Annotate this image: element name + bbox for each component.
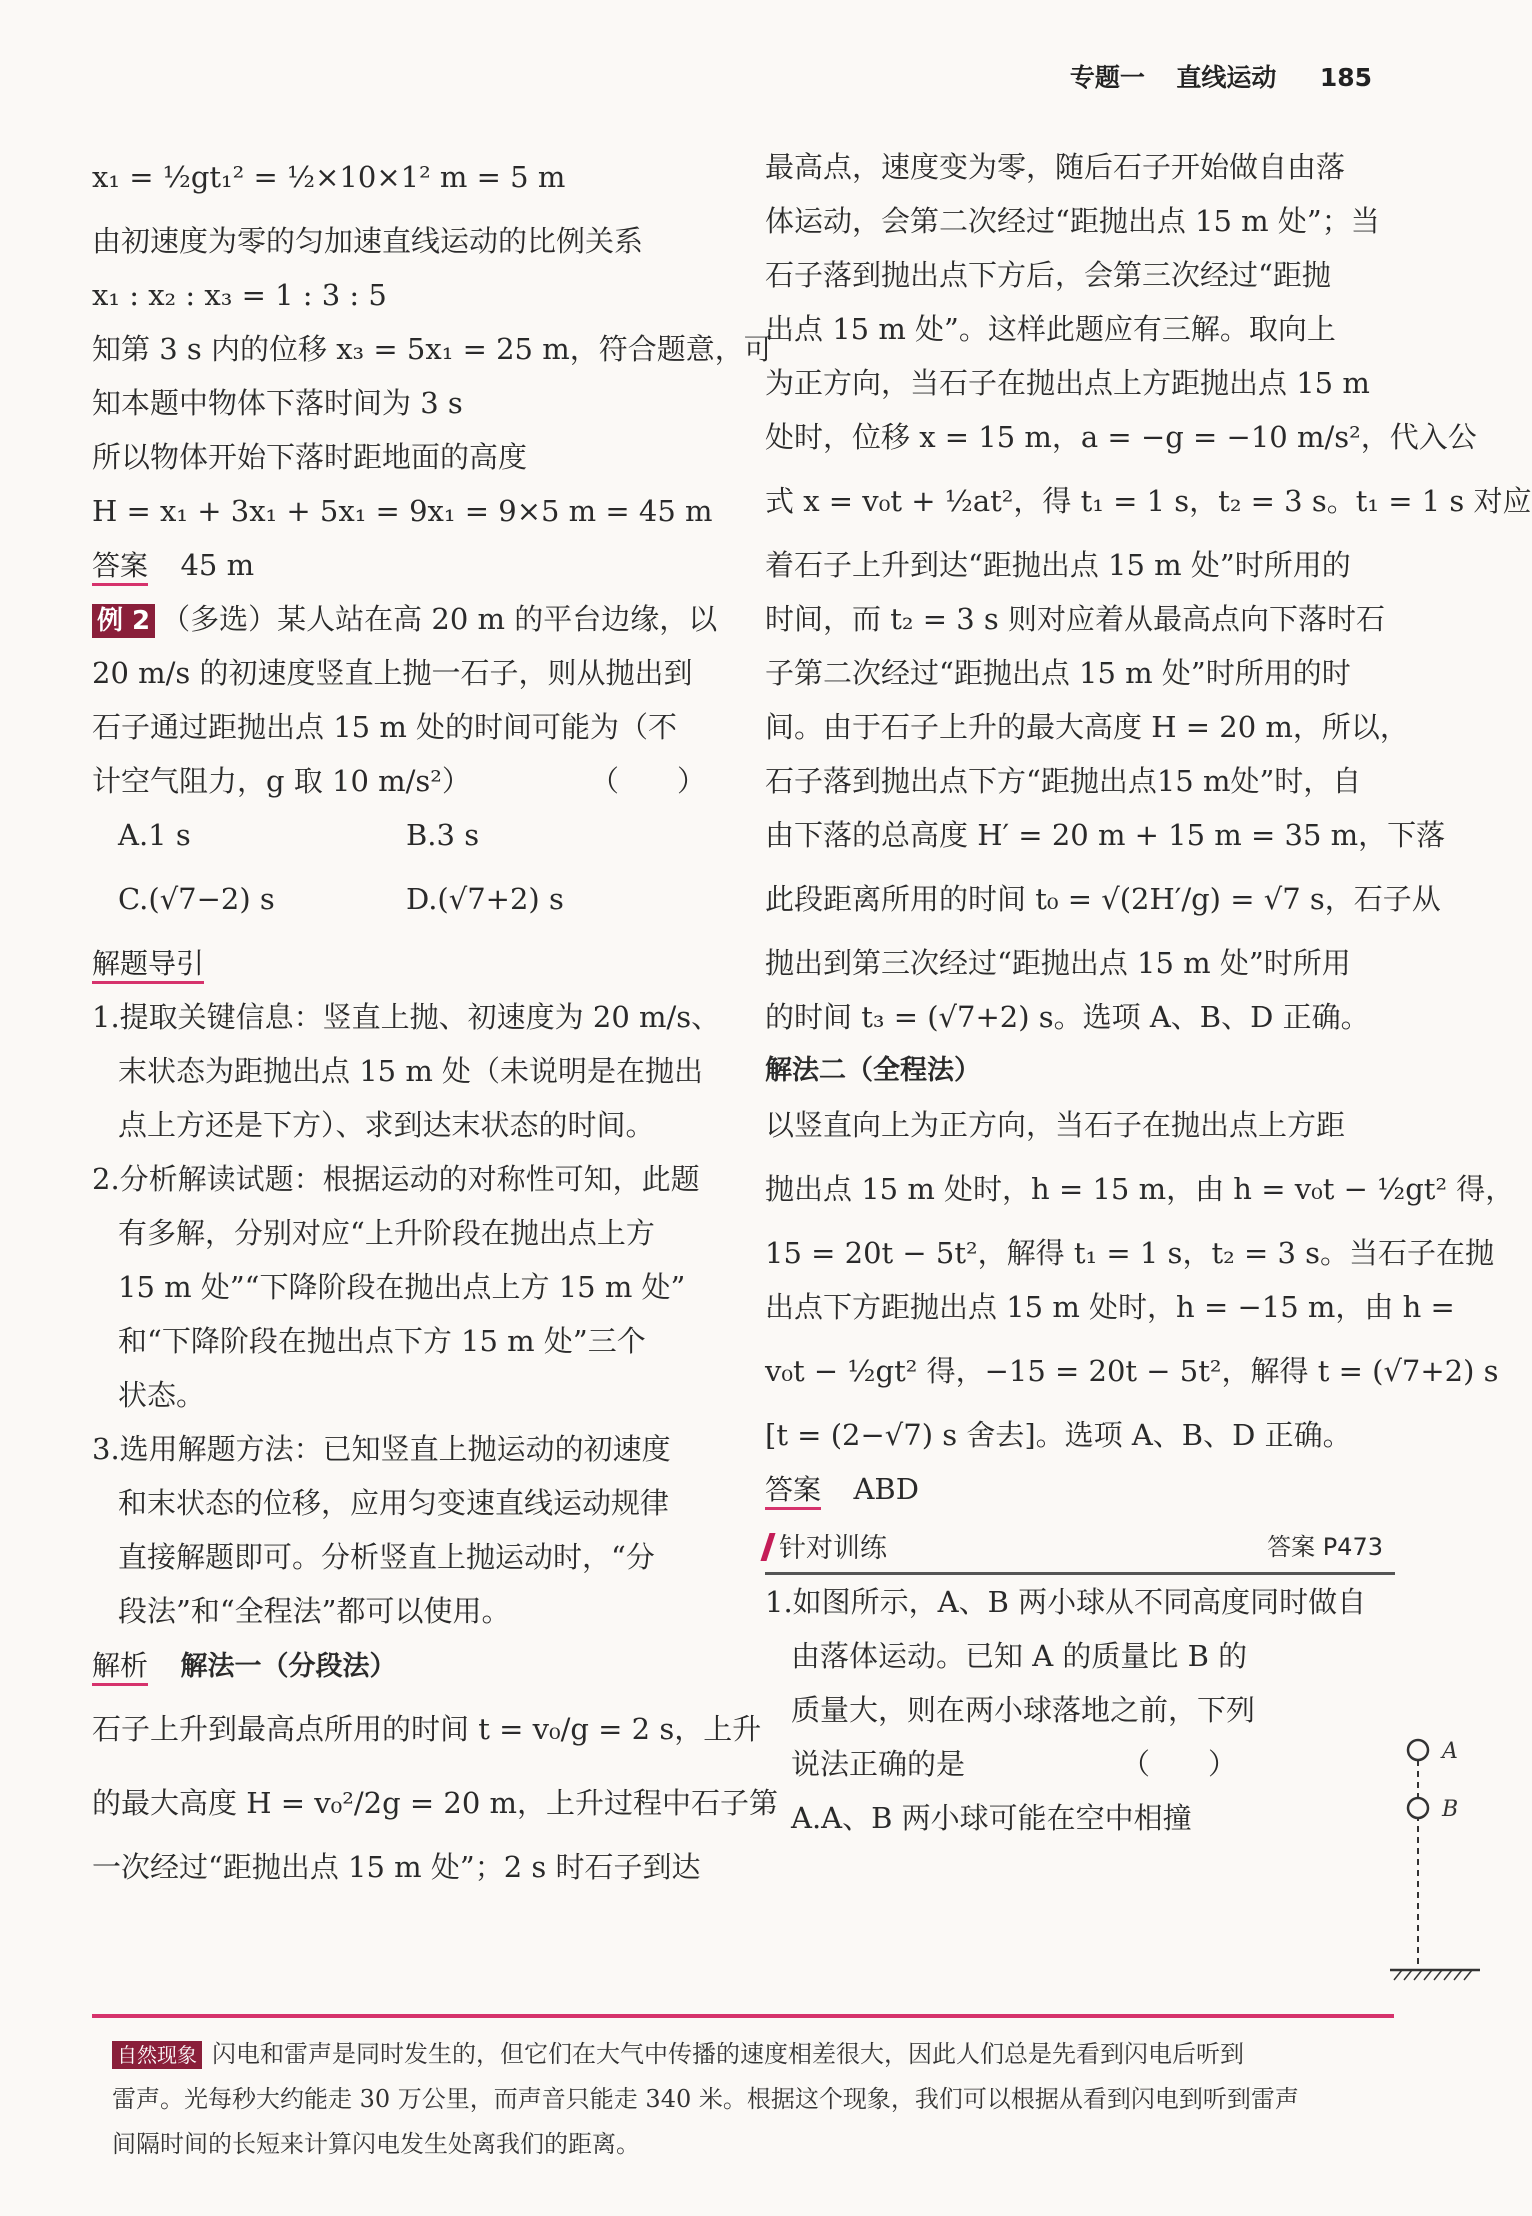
option-a: A.A、B 两小球可能在空中相撞 — [791, 1801, 1192, 1835]
ball-a-label: A — [1442, 1739, 1458, 1764]
answer-label: 答案 — [765, 1473, 821, 1510]
note-line: 雷声。光每秒大约能走 30 万公里，而声音只能走 340 米。根据这个现象，我们可以根据从看到闪电到听到雷声 — [112, 2085, 1299, 2113]
question-line: 1.如图所示，A、B 两小球从不同高度同时做自 — [765, 1585, 1367, 1619]
question-line — [765, 1737, 1251, 1791]
footer-divider — [92, 2014, 1394, 2018]
ball-b-icon — [1408, 1798, 1428, 1818]
right-column — [765, 140, 1532, 1845]
options-row — [92, 808, 720, 862]
text-line: 15 = 20t − 5t²，解得 t₁ = 1 s，t₂ = 3 s。当石子在抛 — [765, 1236, 1495, 1270]
chapter-title: 直线运动 — [1176, 63, 1277, 92]
text-line: 由下落的总高度 H′ = 20 m + 15 m = 35 m，下落 — [765, 818, 1446, 852]
text-line: 子第二次经过“距抛出点 15 m 处”时所用的时 — [765, 656, 1351, 690]
text-line: 石子通过距抛出点 15 m 处的时间可能为（不 — [92, 710, 678, 744]
text-line: 所以物体开始下落时距地面的高度 — [92, 440, 528, 474]
answer-line — [92, 538, 720, 592]
question-line: 由落体运动。已知 A 的质量比 B 的 — [791, 1639, 1248, 1673]
training-label: 针对训练 — [779, 1533, 887, 1564]
text-line: 有多解，分别对应“上升阶段在抛出点上方 — [118, 1216, 655, 1250]
ground-hatch — [1394, 1970, 1472, 1980]
text-line: 式 x = v₀t + ½at²，得 t₁ = 1 s，t₂ = 3 s。t₁ = 1 s 对应 — [765, 484, 1532, 518]
text-line: 石子落到抛出点下方“距抛出点15 m处”时，自 — [765, 764, 1362, 798]
text-line: 和末状态的位移，应用匀变速直线运动规律 — [118, 1486, 670, 1520]
method-one-title: 解法一（分段法） — [180, 1651, 397, 1682]
note-line — [112, 2032, 1382, 2077]
example-badge: 例 2 — [92, 604, 155, 638]
text-line: 15 m 处”“下降阶段在抛出点上方 15 m 处” — [118, 1270, 686, 1304]
falling-balls-figure — [1390, 1730, 1500, 1990]
page-header — [1070, 58, 1372, 94]
example-line — [92, 592, 720, 646]
text-line: 石子上升到最高点所用的时间 t = v₀/g = 2 s，上升 — [92, 1712, 762, 1746]
text-line: 最高点，速度变为零，随后石子开始做自由落 — [765, 150, 1346, 184]
training-marker-icon — [760, 1533, 775, 1561]
text-line: 此段距离所用的时间 t₀ = √(2H′/g) = √7 s，石子从 — [765, 882, 1441, 916]
note-line: 间隔时间的长短来计算闪电发生处离我们的距离。 — [112, 2130, 640, 2158]
answer-value: 45 m — [180, 548, 255, 582]
guide-label: 解题导引 — [92, 947, 204, 984]
text-line: 的最大高度 H = v₀²/2g = 20 m，上升过程中石子第 — [92, 1786, 779, 1820]
question-text: 说法正确的是 — [791, 1747, 966, 1781]
analysis-heading — [92, 1638, 720, 1692]
text-line: 出点 15 m 处”。这样此题应有三解。取向上 — [765, 312, 1336, 346]
example-text: 计空气阻力，g 取 10 m/s²） — [92, 764, 471, 798]
text-line: 处时，位移 x = 15 m，a = −g = −10 m/s²，代入公 — [765, 420, 1477, 454]
footer-note — [112, 2032, 1382, 2167]
note-badge: 自然现象 — [112, 2041, 202, 2069]
text-line: 直接解题即可。分析竖直上抛运动时，“分 — [118, 1540, 655, 1574]
example-text: （多选）某人站在高 20 m 的平台边缘，以 — [161, 602, 718, 636]
option-b: B.3 s — [406, 818, 480, 852]
text-line: 点上方还是下方）、求到达末状态的时间。 — [118, 1108, 655, 1142]
text-line: 间。由于石子上升的最大高度 H = 20 m，所以， — [765, 710, 1409, 744]
text-line: 抛出到第三次经过“距抛出点 15 m 处”时所用 — [765, 946, 1351, 980]
text-line: H = x₁ + 3x₁ + 5x₁ = 9x₁ = 9×5 m = 45 m — [92, 494, 713, 528]
text-line: 的时间 t₃ = (√7+2) s。选项 A、B、D 正确。 — [765, 1000, 1370, 1034]
formula-line: x₁ = ½gt₁² = ½×10×1² m = 5 m — [92, 160, 566, 194]
text-line: 状态。 — [118, 1378, 206, 1412]
answer-bracket: （ ） — [1120, 1747, 1237, 1781]
analysis-label: 解析 — [92, 1649, 148, 1686]
text-line: 一次经过“距抛出点 15 m 处”；2 s 时石子到达 — [92, 1850, 701, 1884]
ball-a-icon — [1408, 1740, 1428, 1760]
text-line: 末状态为距抛出点 15 m 处（未说明是在抛出 — [118, 1054, 704, 1088]
text-line: 抛出点 15 m 处时，h = 15 m，由 h = v₀t − ½gt² 得， — [765, 1172, 1515, 1206]
text-line: 以竖直向上为正方向，当石子在抛出点上方距 — [765, 1108, 1346, 1142]
text-line: 知本题中物体下落时间为 3 s — [92, 386, 463, 420]
ball-b-label: B — [1442, 1797, 1459, 1822]
text-line: 时间，而 t₂ = 3 s 则对应着从最高点向下落时石 — [765, 602, 1386, 636]
method-two-title: 解法二（全程法） — [765, 1055, 981, 1086]
text-line: 3.选用解题方法：已知竖直上抛运动的初速度 — [92, 1432, 671, 1466]
text-line: 体运动，会第二次经过“距抛出点 15 m 处”；当 — [765, 204, 1380, 238]
answer-value: ABD — [853, 1472, 919, 1506]
training-answer-ref: 答案 P473 — [1267, 1533, 1383, 1561]
text-line — [92, 754, 720, 808]
training-header — [765, 1522, 1395, 1575]
chapter-label: 专题一 — [1069, 63, 1145, 92]
text-line: 由初速度为零的匀加速直线运动的比例关系 — [92, 224, 644, 258]
question-line: 质量大，则在两小球落地之前，下列 — [791, 1693, 1256, 1727]
text-line: 和“下降阶段在抛出点下方 15 m 处”三个 — [118, 1324, 646, 1358]
answer-line — [765, 1462, 1395, 1516]
left-column — [92, 140, 779, 1894]
answer-bracket: （ ） — [589, 764, 706, 798]
text-line: 20 m/s 的初速度竖直上抛一石子，则从抛出到 — [92, 656, 693, 690]
option-a: A.1 s — [118, 818, 191, 852]
note-text: 闪电和雷声是同时发生的，但它们在大气中传播的速度相差很大，因此人们总是先看到闪电后听到 — [212, 2040, 1244, 2068]
text-line: 出点下方距抛出点 15 m 处时，h = −15 m，由 h = — [765, 1290, 1455, 1324]
answer-label: 答案 — [92, 549, 148, 586]
text-line: 段法”和“全程法”都可以使用。 — [118, 1594, 511, 1628]
text-line: 1.提取关键信息：竖直上抛、初速度为 20 m/s、 — [92, 1000, 721, 1034]
page-number: 185 — [1319, 63, 1372, 92]
text-line: 石子落到抛出点下方后，会第三次经过“距抛 — [765, 258, 1331, 292]
options-row — [92, 862, 720, 936]
text-line: v₀t − ½gt² 得，−15 = 20t − 5t²，解得 t = (√7+2) s — [765, 1354, 1499, 1388]
text-line: 着石子上升到达“距抛出点 15 m 处”时所用的 — [765, 548, 1351, 582]
text-line: 2.分析解读试题：根据运动的对称性可知，此题 — [92, 1162, 700, 1196]
text-line: [t = (2−√7) s 舍去]。选项 A、B、D 正确。 — [765, 1418, 1352, 1452]
guide-heading — [92, 936, 720, 990]
option-c: C.(√7−2) s — [118, 882, 275, 916]
text-line: x₁ : x₂ : x₃ = 1 : 3 : 5 — [92, 278, 387, 312]
text-line: 知第 3 s 内的位移 x₃ = 5x₁ = 25 m，符合题意，可 — [92, 332, 773, 366]
option-d: D.(√7+2) s — [406, 882, 564, 916]
text-line: 为正方向，当石子在抛出点上方距抛出点 15 m — [765, 366, 1370, 400]
